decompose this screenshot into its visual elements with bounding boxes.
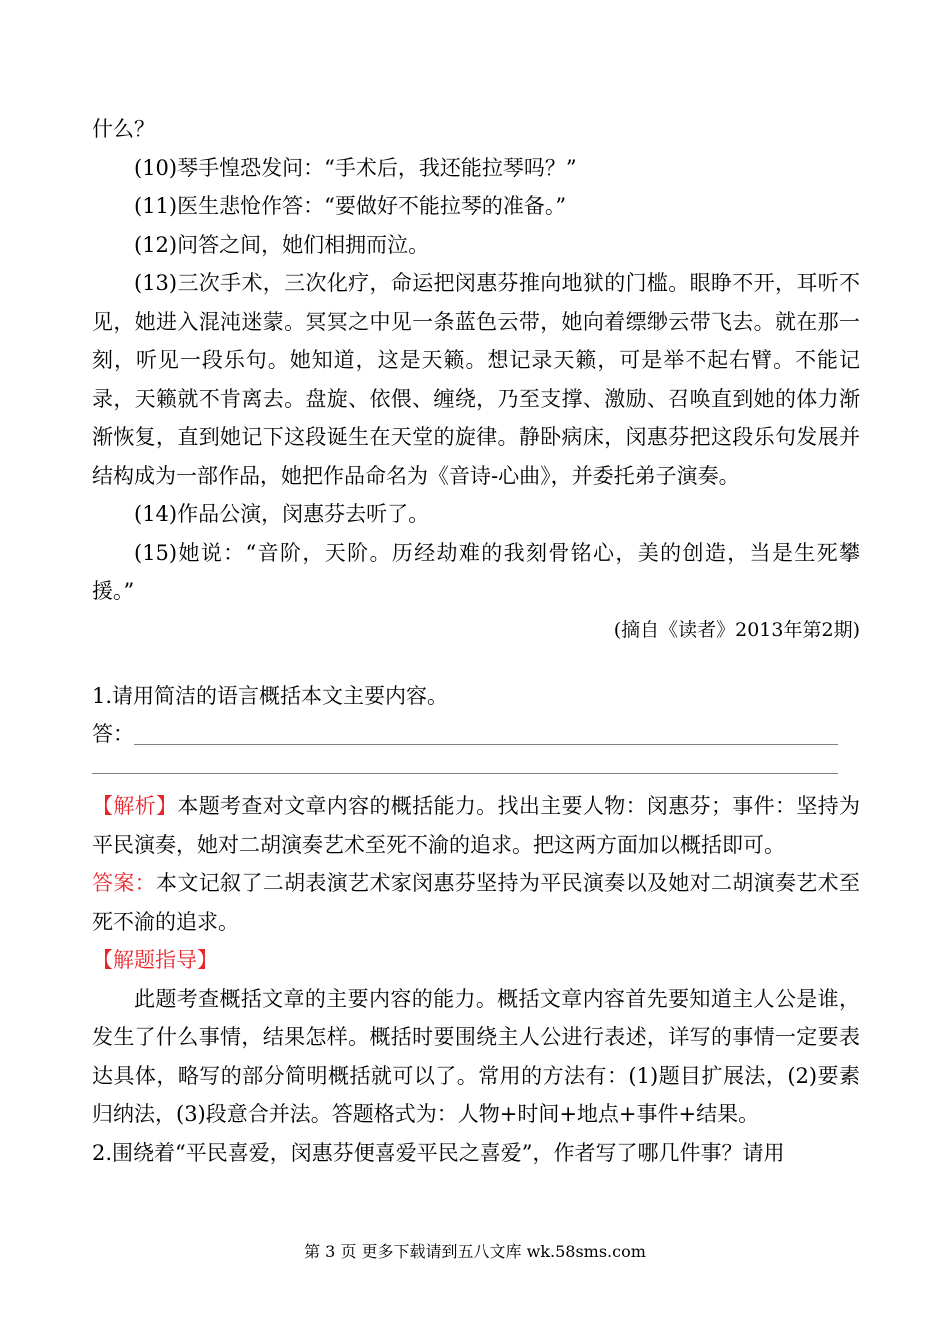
answer-1-label: 答： bbox=[92, 722, 134, 746]
analysis-label: 【解析】 bbox=[92, 794, 178, 818]
answer-1-line-2[interactable] bbox=[92, 773, 838, 774]
answer-1-line[interactable] bbox=[134, 744, 838, 745]
guidance-label: 【解题指导】 bbox=[92, 948, 218, 972]
document-page bbox=[92, 110, 860, 1172]
article-paragraph-15: (15)她说：“音阶，天阶。历经劫难的我刻骨铭心，美的创造，当是生死攀援。” bbox=[92, 540, 860, 603]
answer-text: 本文记叙了二胡表演艺术家闵惠芬坚持为平民演奏以及她对二胡演奏艺术至死不渝的追求。 bbox=[92, 871, 860, 934]
page-footer: 第 3 页 更多下载请到五八文库 wk.58sms.com bbox=[304, 1242, 646, 1261]
question-1-prompt: 1.请用简洁的语言概括本文主要内容。 bbox=[92, 684, 449, 708]
question-2-prompt: 2.围绕着“平民喜爱，闵惠芬便喜爱平民之喜爱”，作者写了哪几件事？请用 bbox=[92, 1140, 785, 1165]
analysis-block bbox=[92, 787, 860, 864]
article-paragraph-12: (12)问答之间，她们相拥而泣。 bbox=[134, 232, 430, 257]
article-paragraph-10: (10)琴手惶恐发问：“手术后，我还能拉琴吗？” bbox=[134, 155, 577, 180]
guidance-text: 此题考查概括文章的主要内容的能力。概括文章内容首先要知道主人公是谁，发生了什么事情，结果怎样。概括时要围绕主人公进行表述，详写的事情一定要表达具体，略写的部分简明概括就可以了。常用的方法有：(1)题目扩展法，(2)要素归纳法，(3)段意合并法。答题格式为：人物+时间+地点+事件+结果。 bbox=[92, 986, 860, 1126]
answer-label: 答案： bbox=[92, 871, 157, 895]
answer-1-line-2-row[interactable] bbox=[92, 755, 860, 787]
article-paragraph-13: (13)三次手术，三次化疗，命运把闵惠芬推向地狱的门槛。眼睁不开，耳听不见，她进入混沌迷蒙。冥冥之中见一条蓝色云带，她向着缥缈云带飞去。就在那一刻，听见一段乐句。她知道，这是天籁。想记录天籁，可是举不起右臂。不能记录，天籁就不肯离去。盘旋、依偎、缠绕，乃至支撑、激励、召唤直到她的体力渐渐恢复，直到她记下这段诞生在天堂的旋律。静卧病床，闵惠芬把这段乐句发展并结构成为一部作品，她把作品命名为《音诗-心曲》，并委托弟子演奏。 bbox=[92, 271, 860, 488]
article-paragraph-14: (14)作品公演，闵惠芬去听了。 bbox=[134, 502, 430, 526]
article-source: (摘自《读者》2013年第2期) bbox=[613, 618, 860, 641]
article-line-1: 什么？ bbox=[92, 117, 155, 141]
article-paragraph-11: (11)医生悲怆作答：“要做好不能拉琴的准备。” bbox=[134, 194, 567, 218]
section-spacer bbox=[92, 649, 860, 677]
analysis-text: 本题考查对文章内容的概括能力。找出主要人物：闵惠芬；事件：坚持为平民演奏，她对二胡演奏艺术至死不渝的追求。把这两方面加以概括即可。 bbox=[92, 794, 861, 857]
answer-1-row[interactable] bbox=[92, 715, 860, 755]
answer-block bbox=[92, 864, 860, 941]
